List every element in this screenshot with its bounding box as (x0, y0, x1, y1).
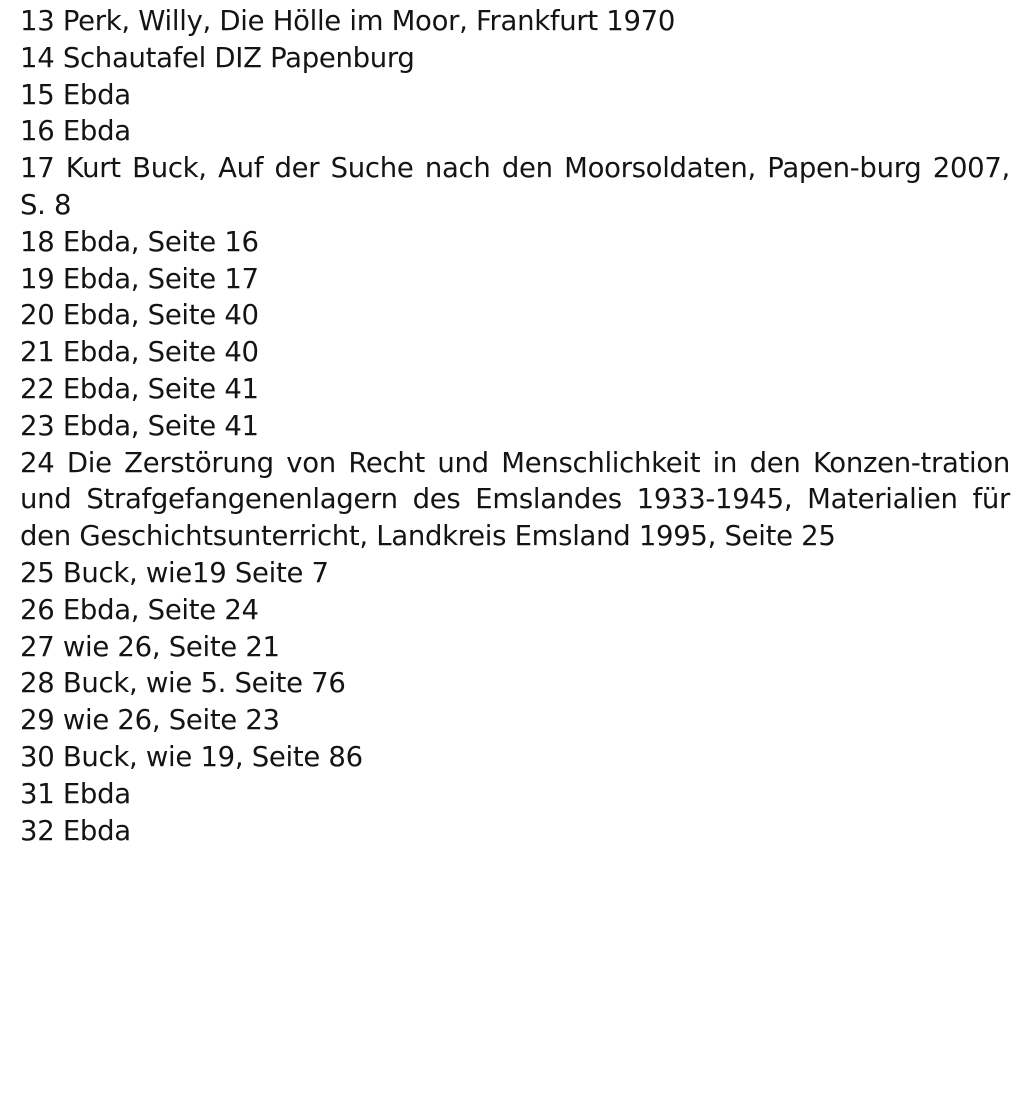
footnote-32: 32 Ebda (20, 814, 131, 847)
footnote-18: 18 Ebda, Seite 16 (20, 225, 259, 258)
footnote-list (20, 3, 1010, 849)
footnote-23: 23 Ebda, Seite 41 (20, 409, 259, 442)
footnote-17: 17 Kurt Buck, Auf der Suche nach den Moorsoldaten, Papen-burg 2007, S. 8 (20, 152, 1010, 221)
footnote-25: 25 Buck, wie19 Seite 7 (20, 556, 329, 589)
footnote-13: 13 Perk, Willy, Die Hölle im Moor, Frankfurt 1970 (20, 5, 676, 37)
footnote-15: 15 Ebda (20, 78, 131, 111)
footnote-21: 21 Ebda, Seite 40 (20, 336, 259, 369)
footnote-20: 20 Ebda, Seite 40 (20, 299, 259, 332)
footnote-29: 29 wie 26, Seite 23 (20, 704, 280, 737)
footnote-27: 27 wie 26, Seite 21 (20, 630, 280, 663)
footnote-19: 19 Ebda, Seite 17 (20, 262, 259, 295)
footnote-28: 28 Buck, wie 5. Seite 76 (20, 667, 346, 700)
footnote-30: 30 Buck, wie 19, Seite 86 (20, 740, 363, 773)
footnote-24: 24 Die Zerstörung von Recht und Menschlichkeit in den Konzen-tration und Strafgefangenenlagern des Emslandes 1933-1945, Materialien für den Geschichtsunterricht, Landkreis Emsland 1995, Seite 25 (20, 446, 1010, 553)
footnote-14: 14 Schautafel DIZ Papenburg (20, 41, 415, 74)
footnote-16: 16 Ebda (20, 115, 131, 148)
footnote-31: 31 Ebda (20, 777, 131, 810)
footnote-26: 26 Ebda, Seite 24 (20, 593, 259, 626)
footnote-22: 22 Ebda, Seite 41 (20, 372, 259, 405)
